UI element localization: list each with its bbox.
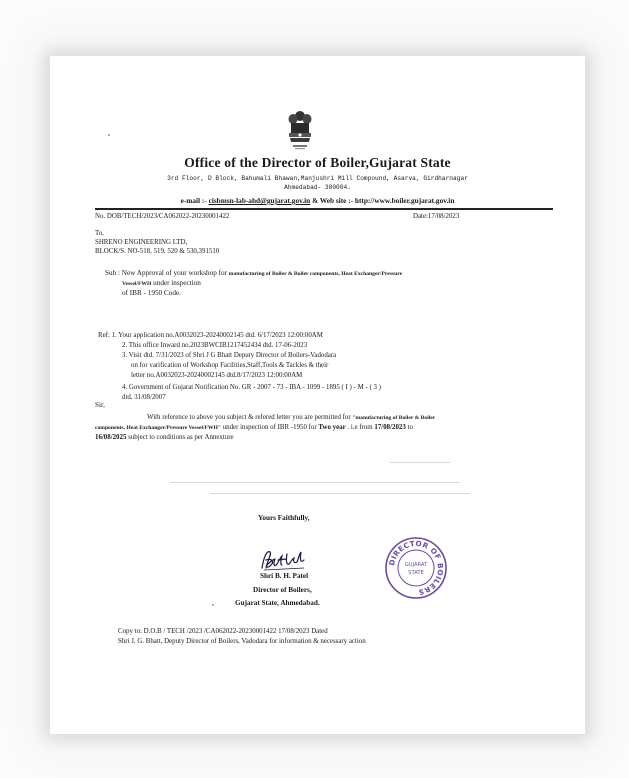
subject-scope: manufacturing of Boiler & Boiler components, Heat Exchanger/Pressure	[228, 271, 403, 277]
scan-speck	[212, 604, 214, 606]
subject-line-2	[122, 279, 201, 287]
body-line-2	[95, 424, 413, 431]
to-label: To,	[95, 230, 104, 237]
subject-scope-cont: Vessel/FWH	[122, 281, 152, 287]
subject-label: Sub :	[105, 269, 120, 277]
scan-artifact	[170, 482, 460, 483]
email-label: e-mail :-	[180, 196, 207, 205]
state-emblem-icon	[282, 110, 318, 152]
subject-prefix: New Approval of your workshop for	[121, 269, 227, 277]
reference-2: 2. This office Inward no.2023BWCIB1217452434 dtd. 17-06-2023	[122, 342, 308, 349]
copy-to-line: Copy to: D.O.B / TECH /2023 /CA062022-20230001422 17/08/2023 Dated	[118, 628, 328, 635]
reference-4-date: dtd. 31/08/2007	[122, 394, 166, 401]
svg-text:STATE: STATE	[408, 570, 424, 576]
office-address-line-2: Ahmedabad- 380004.	[284, 184, 351, 191]
body-line-1	[147, 414, 435, 421]
header-divider	[95, 208, 553, 210]
reference-4: 4. Government of Gujarat Notification No. GR - 2007 - 73 - IBA - 1099 - 1895 ( I ) - M - ( 3 )	[122, 384, 381, 391]
scan-artifact	[390, 462, 450, 463]
office-title: Office of the Director of Boiler,Gujarat State	[184, 155, 451, 170]
body-permit-text: With reference to above you subject & refered letter you are permitted for	[147, 414, 351, 421]
email-link[interactable]: cisbmsn-lab-ahd@gujarat.gov.in	[208, 196, 311, 205]
body-duration: Two year	[318, 424, 346, 431]
reference-3: 3. Visit dtd. 7/31/2023 of Shri J G Bhatt Deputy Director of Boilers-Vadodara	[122, 352, 337, 359]
reference-3-cont-1: on for varification of Workshop Facilities,Staff,Tools & Tackles & their	[131, 362, 329, 369]
scan-artifact	[210, 493, 470, 494]
body-to-label: to	[407, 424, 413, 431]
copy-to-recipient: Shri J. G. Bhatt, Deputy Director of Boilers, Vadodara for information & necessary action	[118, 638, 366, 645]
salutation: Sir,	[95, 401, 105, 409]
recipient-address: BLOCK/S. NO-518, 519, 520 & 530,391510	[95, 248, 220, 255]
body-conditions: subject to conditions as per Annexture	[128, 434, 234, 441]
reference-1: Ref: 1. Your application no.A0032023-20240002145 dtd. 6/17/2023 12:00:00AM	[98, 332, 323, 339]
svg-text:DIRECTOR OF BOILERS: DIRECTOR OF BOILERS	[387, 538, 446, 597]
subject-line-3: of IBR - 1950 Code.	[122, 289, 181, 297]
body-inspection: under inspection of IBR -1950 for	[222, 424, 317, 431]
recipient-name: SHRENO ENGINEERING LTD,	[95, 239, 188, 246]
closing: Yours Faithfully,	[258, 514, 310, 522]
reference-number: No. DOB/TECH/2023/CA062022-20230001422	[95, 213, 230, 220]
office-address-line-1: 3rd Floor, D Block, Bahumali Bhawan,Manjushri Mill Compound, Asarva, Girdharnagar	[167, 175, 468, 182]
director-of-boilers-seal-image	[384, 536, 448, 600]
signatory-name: Shri B. H. Patel	[260, 572, 309, 580]
handwritten-signature-image	[258, 546, 308, 574]
document-page	[50, 56, 585, 734]
signatory-designation: Director of Boilers,	[253, 586, 312, 594]
body-line-3	[95, 434, 234, 441]
website-link[interactable]: http://www.boiler.gujarat.gov.in	[354, 196, 455, 205]
subject-inspection: under inspection	[153, 279, 201, 287]
signatory-place: Gujarat State, Ahmedabad.	[235, 599, 320, 607]
reference-3-cont-2: letter no.A0032023-20240002145 dtd.8/17/2023 12:00:00AM	[131, 372, 303, 379]
office-contact-line	[50, 196, 585, 205]
body-valid-to: 16/08/2025	[95, 434, 127, 441]
body-permit-scope: "manufacturing of Boiler & Boiler	[352, 415, 436, 421]
letter-date: Date:17/08/2023	[413, 213, 460, 220]
body-permit-scope-cont: components, Heat Exchanger/Pressure Vessel/FWH"	[95, 425, 221, 431]
subject-line-1	[105, 269, 402, 277]
website-label: & Web site :-	[312, 196, 354, 205]
scan-speck	[108, 134, 110, 136]
body-valid-from: 17/08/2023	[374, 424, 406, 431]
svg-text:GUJARAT: GUJARAT	[404, 562, 428, 568]
body-from-label: . i.e from	[347, 424, 373, 431]
